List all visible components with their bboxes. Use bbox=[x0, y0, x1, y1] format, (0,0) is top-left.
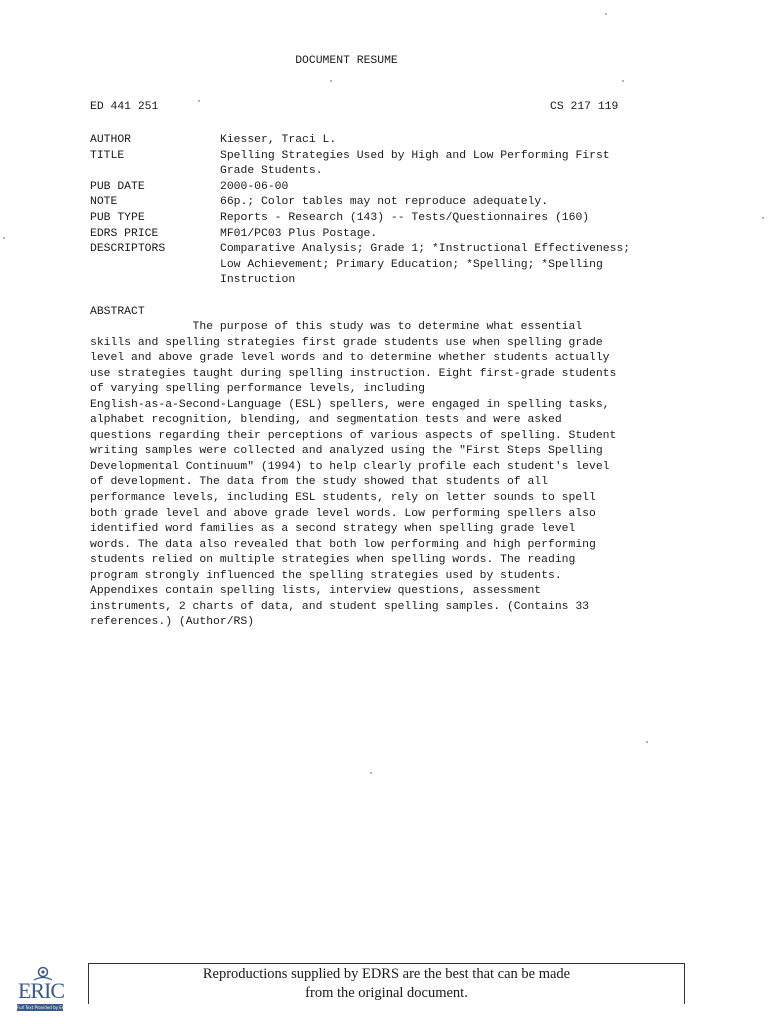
abstract-line: Developmental Continuum" (1994) to help clearly profile each student's level bbox=[90, 460, 610, 473]
abstract-line: The purpose of this study was to determine what essential bbox=[90, 321, 583, 333]
abstract-line: performance levels, including ESL students, rely on letter sounds to spell bbox=[90, 492, 596, 505]
footer-line-1: Reproductions supplied by EDRS are the best that can be made bbox=[202, 966, 571, 982]
meta-label: EDRS PRICE bbox=[90, 227, 159, 240]
abstract-line: both grade level and above grade level words. Low performing spellers also bbox=[90, 507, 596, 520]
abstract-line: instruments, 2 charts of data, and student spelling samples. (Contains 33 bbox=[90, 600, 589, 613]
meta-label: PUB DATE bbox=[90, 180, 145, 193]
abstract-body bbox=[90, 320, 690, 631]
metadata-table bbox=[90, 133, 680, 289]
abstract-line: level and above grade level words and to determine whether students actually bbox=[90, 352, 610, 365]
meta-value: Reports - Research (143) -- Tests/Questionnaires (160) bbox=[220, 211, 590, 224]
meta-row-edrs-price bbox=[90, 227, 680, 243]
meta-label: DESCRIPTORS bbox=[90, 243, 166, 256]
cs-number: CS 217 119 bbox=[550, 101, 619, 113]
footer-notice bbox=[88, 965, 685, 1003]
scan-speck bbox=[330, 80, 332, 82]
abstract-line: alphabet recognition, blending, and segmentation tests and were asked bbox=[90, 414, 562, 427]
abstract-line: words. The data also revealed that both low performing and high performing bbox=[90, 538, 596, 551]
meta-row-descriptors bbox=[90, 242, 680, 289]
meta-value: 2000-06-00 bbox=[220, 180, 289, 193]
document-title: DOCUMENT RESUME bbox=[295, 55, 398, 67]
abstract-line: skills and spelling strategies first grade students use when spelling grade bbox=[90, 336, 603, 349]
abstract-line: Appendixes contain spelling lists, interview questions, assessment bbox=[90, 585, 542, 598]
meta-value: 66p.; Color tables may not reproduce adequately. bbox=[220, 196, 549, 209]
meta-value: Spelling Strategies Used by High and Low Performing First Grade Students. bbox=[220, 149, 610, 178]
meta-value: MF01/PC03 Plus Postage. bbox=[220, 227, 378, 240]
abstract-line: writing samples were collected and analyzed using the "First Steps Spelling bbox=[90, 445, 603, 458]
scan-speck bbox=[3, 237, 5, 239]
scan-speck bbox=[605, 13, 607, 15]
meta-label: PUB TYPE bbox=[90, 211, 145, 224]
ed-number: ED 441 251 bbox=[90, 101, 159, 113]
meta-label: AUTHOR bbox=[90, 134, 132, 146]
eric-logo bbox=[16, 966, 69, 1014]
meta-row-pub-type bbox=[90, 211, 680, 227]
scan-speck bbox=[762, 217, 764, 219]
footer-line-2: from the original document. bbox=[305, 985, 468, 1001]
abstract-line: of development. The data from the study showed that students of all bbox=[90, 476, 548, 489]
abstract-line: program strongly influenced the spelling strategies used by students. bbox=[90, 569, 562, 582]
meta-row-pub-date bbox=[90, 180, 680, 196]
meta-row-note bbox=[90, 195, 680, 211]
abstract-line: of varying spelling performance levels, including bbox=[90, 383, 425, 396]
abstract-line: use strategies taught during spelling instruction. Eight first-grade students bbox=[90, 367, 617, 380]
scan-speck bbox=[198, 100, 200, 102]
abstract-line: students relied on multiple strategies when spelling words. The reading bbox=[90, 554, 576, 567]
meta-row-author bbox=[90, 133, 680, 149]
meta-label: TITLE bbox=[90, 149, 125, 162]
meta-label: NOTE bbox=[90, 196, 118, 209]
scan-speck bbox=[646, 741, 648, 743]
abstract-line: identified word families as a second strategy when spelling grade level bbox=[90, 523, 576, 536]
meta-value: Comparative Analysis; Grade 1; *Instructional Effectiveness; Low Achievement; Primary Education; *Spelling; *Spelling Instruction bbox=[220, 243, 631, 287]
meta-row-title bbox=[90, 149, 680, 180]
abstract-line: questions regarding their perceptions of various aspects of spelling. Student bbox=[90, 429, 617, 442]
scan-speck bbox=[370, 772, 372, 774]
meta-value: Kiesser, Traci L. bbox=[220, 134, 337, 146]
eric-logo-text: ERIC bbox=[17, 978, 65, 1003]
abstract-line: references.) (Author/RS) bbox=[90, 616, 255, 629]
eric-logo-subtext: Full Text Provided by ERIC bbox=[17, 1005, 69, 1010]
scan-speck bbox=[622, 80, 624, 82]
abstract-label: ABSTRACT bbox=[90, 306, 145, 318]
abstract-line: English-as-a-Second-Language (ESL) spellers, were engaged in spelling tasks, bbox=[90, 398, 610, 411]
